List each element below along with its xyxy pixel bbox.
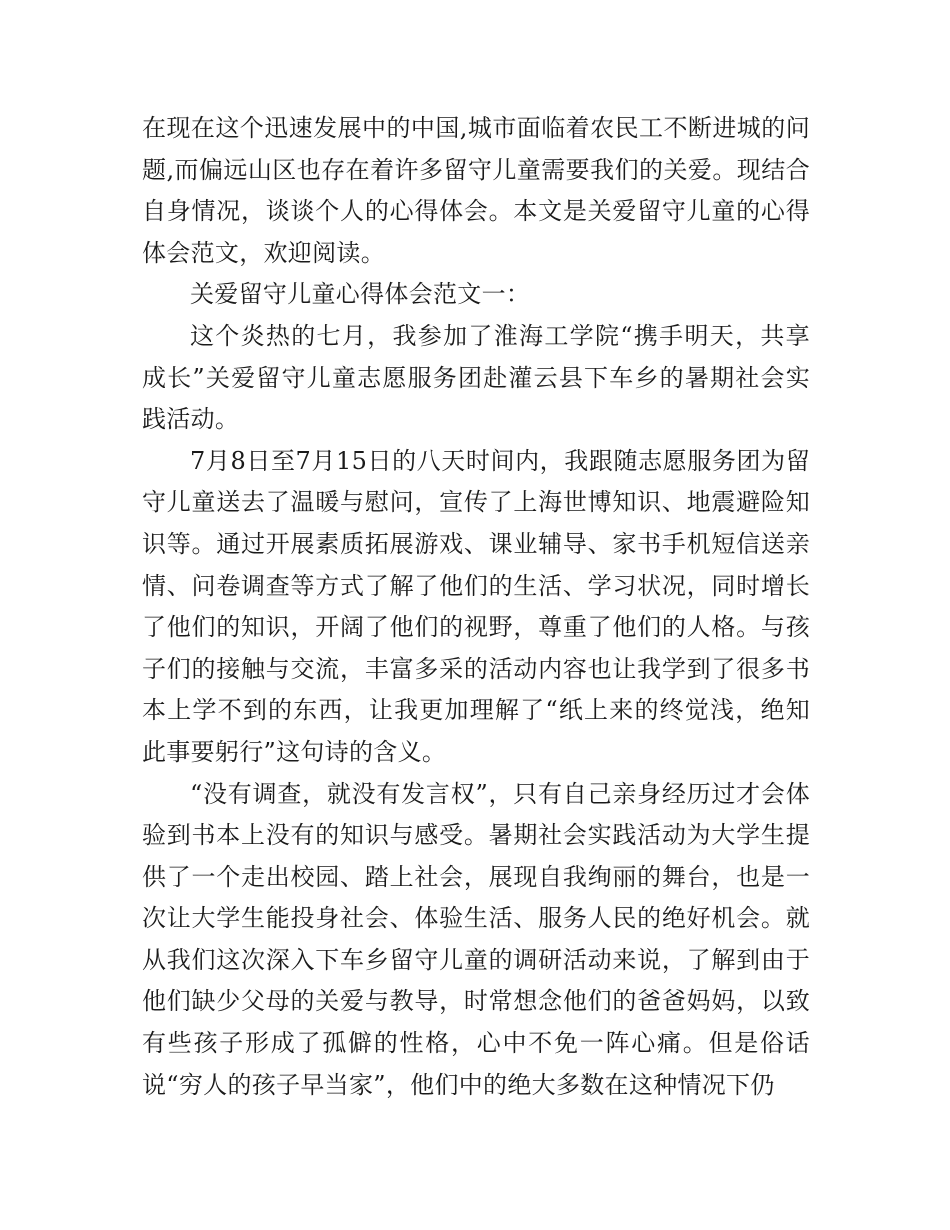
body-paragraph: “没有调查，就没有发言权”，只有自己亲身经历过才会体验到书本上没有的知识与感受。暑期社会实践活动为大学生提供了一个走出校园、踏上社会，展现自我绚丽的舞台，也是一次让大学生能投身社会、体验生活、服务人民的绝好机会。就从我们这次深入下车乡留守儿童的调研活动来说，了解到由于他们缺少父母的关爱与教导，时常想念他们的爸爸妈妈，以致有些孩子形成了孤僻的性格，心中不免一阵心痛。但是俗话说“穷人的孩子早当家”，他们中的绝大多数在这种情况下仍	[142, 779, 810, 1099]
body-paragraph: 这个炎热的七月，我参加了淮海工学院“携手明天，共享成长”关爱留守儿童志愿服务团赴灌云县下车乡的暑期社会实践活动。	[142, 321, 810, 434]
intro-paragraph: 在现在这个迅速发展中的中国,城市面临着农民工不断进城的问题,而偏远山区也存在着许多留守儿童需要我们的关爱。现结合自身情况，谈谈个人的心得体会。本文是关爱留守儿童的心得体会范文，欢迎阅读。	[142, 114, 810, 267]
document-body	[142, 108, 810, 1106]
section-heading: 关爱留守儿童心得体会范文一：	[190, 280, 531, 309]
body-paragraph: 7月8日至7月15日的八天时间内，我跟随志愿服务团为留守儿童送去了温暖与慰问，宣传了上海世博知识、地震避险知识等。通过开展素质拓展游戏、课业辅导、家书手机短信送亲情、问卷调查等方式了解了他们的生活、学习状况，同时增长了他们的知识，开阔了他们的视野，尊重了他们的人格。与孩子们的接触与交流，丰富多采的活动内容也让我学到了很多书本上学不到的东西，让我更加理解了“纸上来的终觉浅，绝知此事要躬行”这句诗的含义。	[142, 446, 810, 766]
